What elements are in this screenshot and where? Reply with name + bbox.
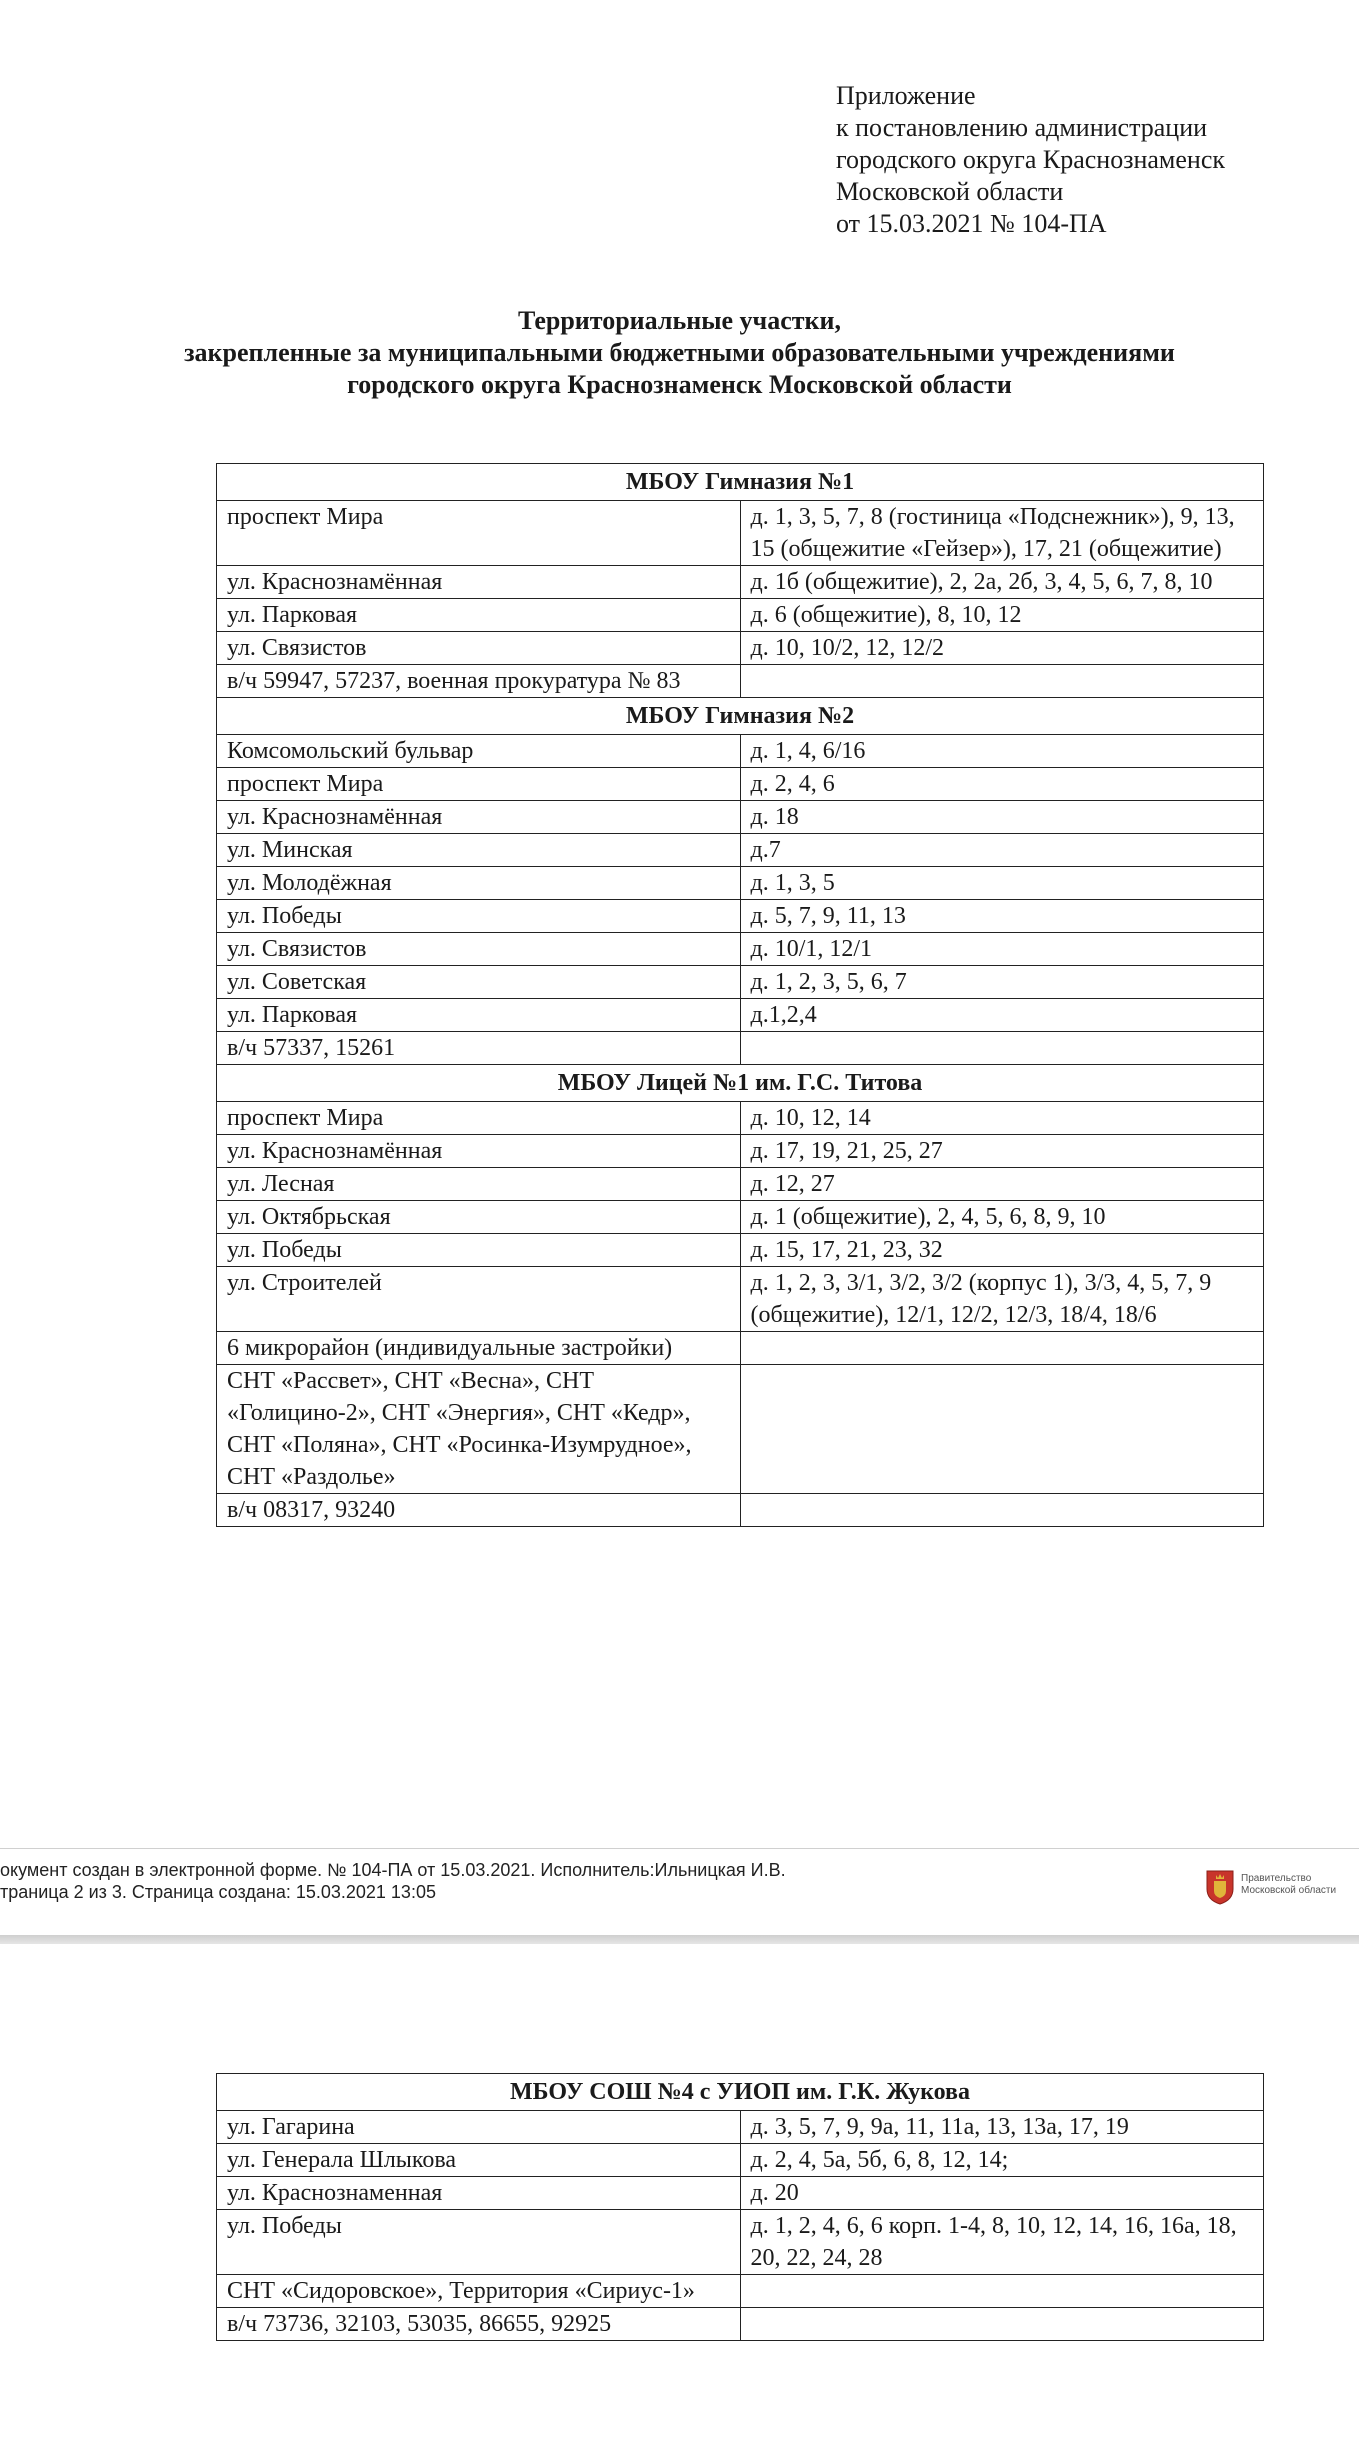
appendix-line: Московской области bbox=[836, 177, 1064, 206]
appendix-header bbox=[836, 80, 1306, 240]
houses-cell: д. 2, 4, 5а, 5б, 6, 8, 12, 14; bbox=[740, 2144, 1264, 2177]
street-cell: ул. Парковая bbox=[217, 599, 741, 632]
title-line: Территориальные участки, bbox=[518, 306, 841, 335]
street-cell: ул. Победы bbox=[217, 2210, 741, 2275]
street-cell: ул. Парковая bbox=[217, 999, 741, 1032]
houses-cell bbox=[740, 1365, 1264, 1494]
street-cell: СНТ «Сидоровское», Территория «Сириус-1» bbox=[217, 2275, 741, 2308]
houses-cell bbox=[740, 1332, 1264, 1365]
houses-cell: д.7 bbox=[740, 834, 1264, 867]
street-cell: СНТ «Рассвет», СНТ «Весна», СНТ «Голицино-2», СНТ «Энергия», СНТ «Кедр», СНТ «Поляна», СНТ «Росинка-Изумрудное», СНТ «Раздолье» bbox=[217, 1365, 741, 1494]
houses-cell: д. 1, 3, 5, 7, 8 (гостиница «Подснежник»), 9, 13, 15 (общежитие «Гейзер»), 17, 21 (общежитие) bbox=[740, 501, 1264, 566]
street-cell: ул. Связистов bbox=[217, 632, 741, 665]
school-header-row bbox=[217, 464, 1264, 501]
street-cell: ул. Лесная bbox=[217, 1168, 741, 1201]
street-cell: 6 микрорайон (индивидуальные застройки) bbox=[217, 1332, 741, 1365]
houses-cell: д. 3, 5, 7, 9, 9а, 11, 11а, 13, 13а, 17, 19 bbox=[740, 2111, 1264, 2144]
table-row bbox=[217, 1332, 1264, 1365]
street-cell: проспект Мира bbox=[217, 768, 741, 801]
table-row bbox=[217, 1168, 1264, 1201]
table-row bbox=[217, 501, 1264, 566]
table-row bbox=[217, 801, 1264, 834]
table-row bbox=[217, 867, 1264, 900]
gov-label-line: Московской области bbox=[1241, 1885, 1337, 1896]
table-row bbox=[217, 566, 1264, 599]
appendix-line: к постановлению администрации bbox=[836, 113, 1208, 142]
school-name: МБОУ СОШ №4 с УИОП им. Г.К. Жукова bbox=[217, 2074, 1264, 2111]
houses-cell: д. 15, 17, 21, 23, 32 bbox=[740, 1234, 1264, 1267]
gov-label-line: Правительство bbox=[1241, 1873, 1312, 1884]
school-name: МБОУ Гимназия №2 bbox=[217, 698, 1264, 735]
houses-cell: д. 1 (общежитие), 2, 4, 5, 6, 8, 9, 10 bbox=[740, 1201, 1264, 1234]
table-row bbox=[217, 900, 1264, 933]
table-row bbox=[217, 1135, 1264, 1168]
appendix-line: Приложение bbox=[836, 81, 976, 110]
table-row bbox=[217, 966, 1264, 999]
table-row bbox=[217, 999, 1264, 1032]
table-row bbox=[217, 768, 1264, 801]
street-cell: ул. Минская bbox=[217, 834, 741, 867]
table-row bbox=[217, 2275, 1264, 2308]
table-row bbox=[217, 599, 1264, 632]
title-line: закрепленные за муниципальными бюджетными образовательными учреждениями bbox=[184, 338, 1175, 367]
street-cell: ул. Краснознамённая bbox=[217, 566, 741, 599]
street-cell: ул. Победы bbox=[217, 1234, 741, 1267]
table-row bbox=[217, 2144, 1264, 2177]
houses-cell: д.1,2,4 bbox=[740, 999, 1264, 1032]
street-cell: ул. Строителей bbox=[217, 1267, 741, 1332]
houses-cell: д. 10, 10/2, 12, 12/2 bbox=[740, 632, 1264, 665]
document-footer bbox=[0, 1848, 1359, 1945]
document-title bbox=[0, 305, 1359, 401]
footer-line-document: окумент создан в электронной форме. № 104-ПА от 15.03.2021. Исполнитель:Ильницкая И.В. bbox=[0, 1860, 786, 1880]
school-header-row bbox=[217, 698, 1264, 735]
houses-cell bbox=[740, 1494, 1264, 1527]
footer-text bbox=[0, 1859, 786, 1903]
appendix-line: от 15.03.2021 № 104-ПА bbox=[836, 209, 1107, 238]
street-cell: проспект Мира bbox=[217, 1102, 741, 1135]
houses-cell: д. 6 (общежитие), 8, 10, 12 bbox=[740, 599, 1264, 632]
school-name: МБОУ Гимназия №1 bbox=[217, 464, 1264, 501]
table-row bbox=[217, 2308, 1264, 2341]
table-row bbox=[217, 2177, 1264, 2210]
table-row bbox=[217, 1032, 1264, 1065]
street-cell: ул. Молодёжная bbox=[217, 867, 741, 900]
table-row bbox=[217, 1234, 1264, 1267]
houses-cell: д. 5, 7, 9, 11, 13 bbox=[740, 900, 1264, 933]
gov-label bbox=[1241, 1873, 1336, 1897]
street-cell: в/ч 08317, 93240 bbox=[217, 1494, 741, 1527]
table-row bbox=[217, 735, 1264, 768]
school-name: МБОУ Лицей №1 им. Г.С. Титова bbox=[217, 1065, 1264, 1102]
houses-cell bbox=[740, 1032, 1264, 1065]
street-cell: ул. Связистов bbox=[217, 933, 741, 966]
street-cell: ул. Гагарина bbox=[217, 2111, 741, 2144]
houses-cell: д. 1, 2, 3, 5, 6, 7 bbox=[740, 966, 1264, 999]
houses-cell: д. 1, 4, 6/16 bbox=[740, 735, 1264, 768]
table-row bbox=[217, 933, 1264, 966]
houses-cell: д. 1б (общежитие), 2, 2а, 2б, 3, 4, 5, 6, 7, 8, 10 bbox=[740, 566, 1264, 599]
houses-cell bbox=[740, 2308, 1264, 2341]
table-row bbox=[217, 834, 1264, 867]
street-cell: проспект Мира bbox=[217, 501, 741, 566]
moscow-region-emblem-icon bbox=[1205, 1869, 1235, 1905]
table-row bbox=[217, 1267, 1264, 1332]
houses-cell: д. 10, 12, 14 bbox=[740, 1102, 1264, 1135]
street-cell: ул. Краснознамённая bbox=[217, 801, 741, 834]
houses-cell bbox=[740, 665, 1264, 698]
school-header-row bbox=[217, 2074, 1264, 2111]
houses-cell bbox=[740, 2275, 1264, 2308]
table-row bbox=[217, 1201, 1264, 1234]
houses-cell: д. 1, 2, 4, 6, 6 корп. 1-4, 8, 10, 12, 14, 16, 16а, 18, 20, 22, 24, 28 bbox=[740, 2210, 1264, 2275]
houses-cell: д. 1, 2, 3, 3/1, 3/2, 3/2 (корпус 1), 3/3, 4, 5, 7, 9 (общежитие), 12/1, 12/2, 12/3, 18/4, 18/6 bbox=[740, 1267, 1264, 1332]
street-cell: ул. Октябрьская bbox=[217, 1201, 741, 1234]
houses-cell: д. 20 bbox=[740, 2177, 1264, 2210]
houses-cell: д. 18 bbox=[740, 801, 1264, 834]
houses-cell: д. 17, 19, 21, 25, 27 bbox=[740, 1135, 1264, 1168]
school-header-row bbox=[217, 1065, 1264, 1102]
houses-cell: д. 12, 27 bbox=[740, 1168, 1264, 1201]
table-row bbox=[217, 1494, 1264, 1527]
table-row bbox=[217, 2210, 1264, 2275]
street-cell: в/ч 59947, 57237, военная прокуратура № 83 bbox=[217, 665, 741, 698]
school-districts-table bbox=[216, 463, 1264, 1527]
houses-cell: д. 10/1, 12/1 bbox=[740, 933, 1264, 966]
table-row bbox=[217, 1102, 1264, 1135]
footer-line-page: траница 2 из 3. Страница создана: 15.03.2021 13:05 bbox=[0, 1882, 436, 1902]
houses-cell: д. 1, 3, 5 bbox=[740, 867, 1264, 900]
table-row bbox=[217, 632, 1264, 665]
school-districts-table-continued bbox=[216, 2073, 1264, 2341]
table-row bbox=[217, 665, 1264, 698]
street-cell: Комсомольский бульвар bbox=[217, 735, 741, 768]
street-cell: ул. Краснознаменная bbox=[217, 2177, 741, 2210]
street-cell: ул. Генерала Шлыкова bbox=[217, 2144, 741, 2177]
street-cell: ул. Советская bbox=[217, 966, 741, 999]
title-line: городского округа Краснознаменск Московской области bbox=[347, 370, 1012, 399]
street-cell: ул. Победы bbox=[217, 900, 741, 933]
street-cell: в/ч 57337, 15261 bbox=[217, 1032, 741, 1065]
appendix-line: городского округа Краснознаменск bbox=[836, 145, 1225, 174]
table-row bbox=[217, 1365, 1264, 1494]
street-cell: ул. Краснознамённая bbox=[217, 1135, 741, 1168]
table-row bbox=[217, 2111, 1264, 2144]
street-cell: в/ч 73736, 32103, 53035, 86655, 92925 bbox=[217, 2308, 741, 2341]
houses-cell: д. 2, 4, 6 bbox=[740, 768, 1264, 801]
